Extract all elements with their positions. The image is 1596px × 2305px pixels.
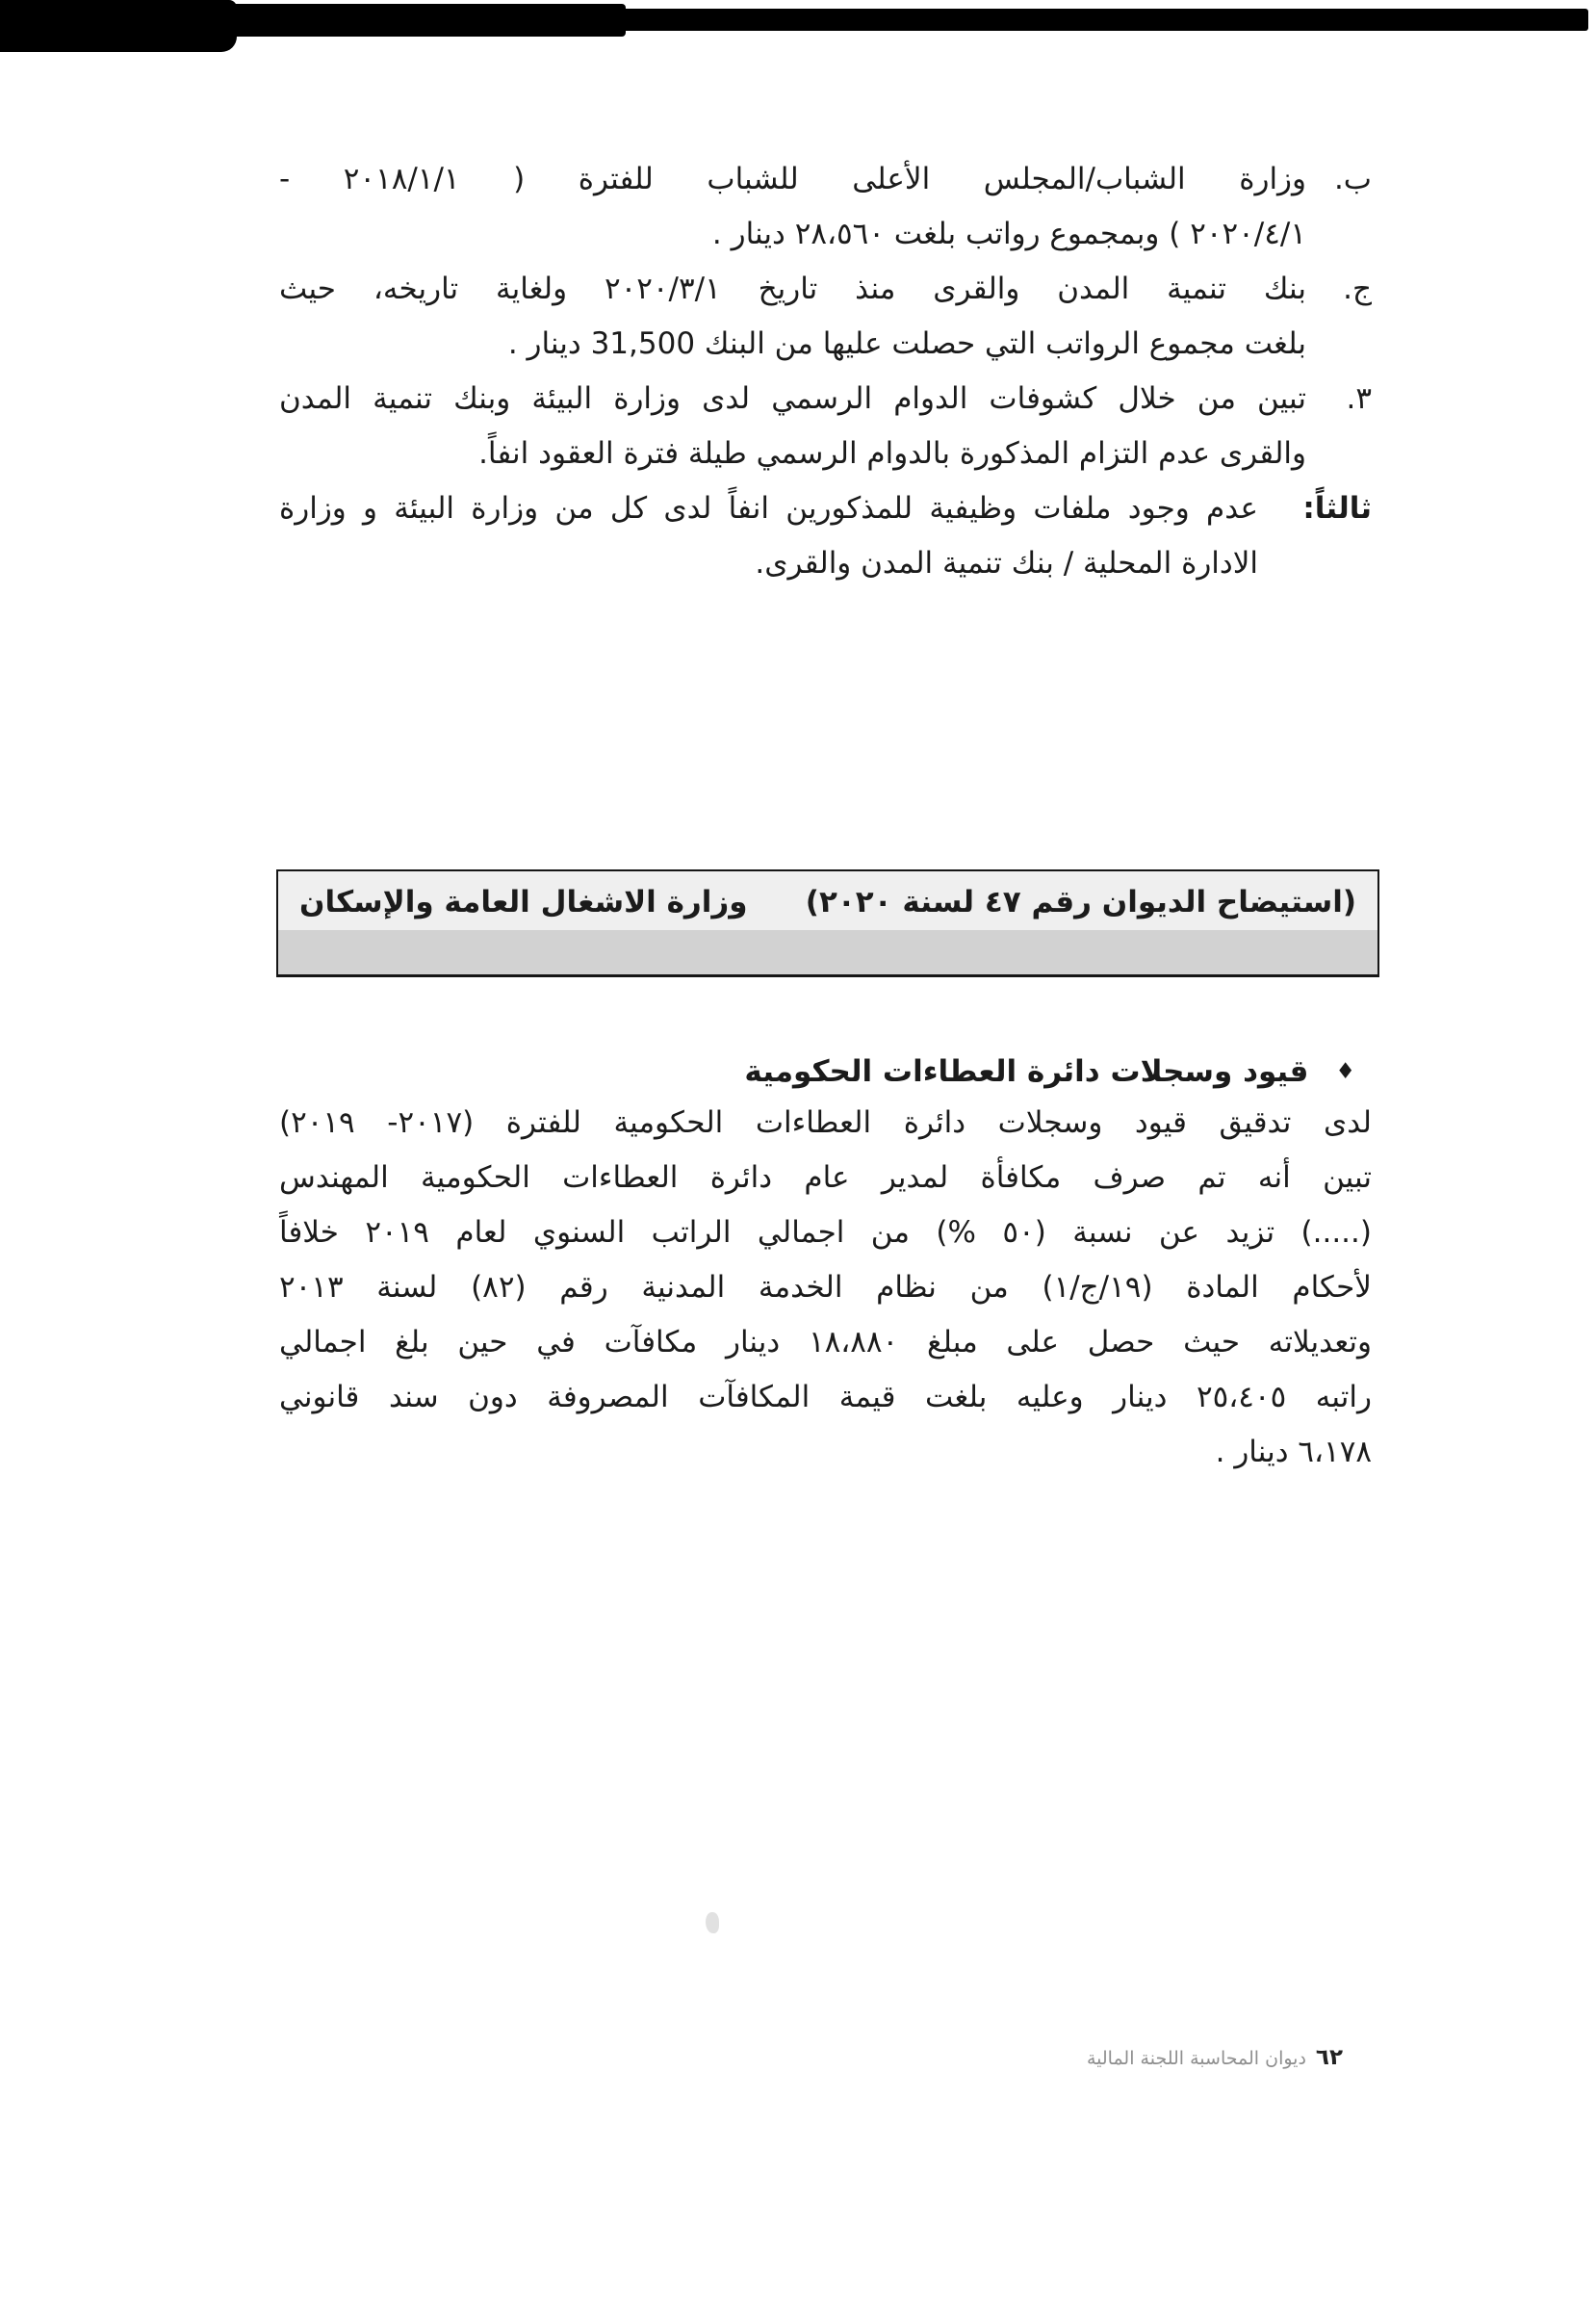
list-item-3 xyxy=(279,372,1372,481)
page-number: ٦٢ xyxy=(1315,2045,1343,2070)
paragraph-line: ٦،١٧٨ دينار . xyxy=(1215,1435,1372,1469)
list-item-marker: ثالثاً: xyxy=(1302,491,1372,526)
page-footer xyxy=(1087,2045,1343,2070)
paragraph-line: لدى تدقيق قيود وسجلات دائرة العطاءات الحكومية للفترة (٢٠١٧- ٢٠١٩) xyxy=(279,1105,1372,1140)
scan-artifact-top-mid-bar xyxy=(229,4,626,37)
footer-label: ديوان المحاسبة اللجنة المالية xyxy=(1086,2048,1306,2069)
section-heading xyxy=(744,1045,1355,1100)
paragraph-line: راتبه ٢٥،٤٠٥ دينار وعليه بلغت قيمة المكافآت المصروفة دون سند قانوني xyxy=(279,1380,1372,1414)
list-item-line: الادارة المحلية / بنك تنمية المدن والقرى. xyxy=(755,546,1258,581)
paragraph-line: وتعديلاته حيث حصل على مبلغ ١٨،٨٨٠ دينار مكافآت في حين بلغ اجمالي xyxy=(279,1325,1372,1360)
list-item-line: ٢٠٢٠/٤/١ ) وبمجموع رواتب بلغت ٢٨،٥٦٠ دينار . xyxy=(711,217,1306,251)
paragraph-line: تبين أنه تم صرف مكافأة لمدير عام دائرة العطاءات الحكومية المهندس xyxy=(279,1160,1372,1195)
list-item-line: بلغت مجموع الرواتب التي حصلت عليها من البنك 31,500 دينار . xyxy=(507,326,1306,361)
list-item-line: وزارة الشباب/المجلس الأعلى للشباب للفترة ( ٢٠١٨/١/١ - xyxy=(279,162,1306,196)
list-item-line: والقرى عدم التزام المذكورة بالدوام الرسمي طيلة فترة العقود انفاً. xyxy=(478,436,1306,471)
scan-artifact-top-left-blob xyxy=(0,0,237,52)
list-item-line: تبين من خلال كشوفات الدوام الرسمي لدى وزارة البيئة وبنك تنمية المدن xyxy=(279,381,1306,416)
section-heading-text: قيود وسجلات دائرة العطاءات الحكومية xyxy=(744,1054,1309,1089)
list-item-b xyxy=(279,152,1372,262)
paragraph-line: لأحكام المادة (١٩/ج/١) من نظام الخدمة المدنية رقم (٨٢) لسنة ٢٠١٣ xyxy=(279,1270,1372,1305)
paragraph-line: (.....) تزيد عن نسبة (٥٠ %) من اجمالي الراتب السنوي لعام ٢٠١٩ خلافاً xyxy=(279,1215,1372,1250)
diamond-bullet-icon: ♦ xyxy=(1335,1059,1355,1084)
list-item-marker: ب. xyxy=(1333,162,1372,196)
scan-smudge xyxy=(706,1912,719,1933)
ministry-name: وزارة الاشغال العامة والإسكان xyxy=(299,885,748,919)
list-item-marker: ٣. xyxy=(1346,381,1372,416)
findings-list xyxy=(279,152,1372,591)
inquiry-reference: (استيضاح الديوان رقم ٤٧ لسنة ٢٠٢٠) xyxy=(805,885,1356,919)
list-item-j xyxy=(279,262,1372,372)
list-item-thirdly xyxy=(279,481,1372,591)
inquiry-header-box xyxy=(276,869,1379,977)
list-item-line: عدم وجود ملفات وظيفية للمذكورين انفاً لدى كل من وزارة البيئة و وزارة xyxy=(279,491,1258,526)
audit-finding-paragraph xyxy=(279,1096,1372,1480)
list-item-line: بنك تنمية المدن والقرى منذ تاريخ ٢٠٢٠/٣/١ ولغاية تاريخه، حيث xyxy=(279,272,1306,306)
list-item-marker: ج. xyxy=(1343,272,1372,306)
